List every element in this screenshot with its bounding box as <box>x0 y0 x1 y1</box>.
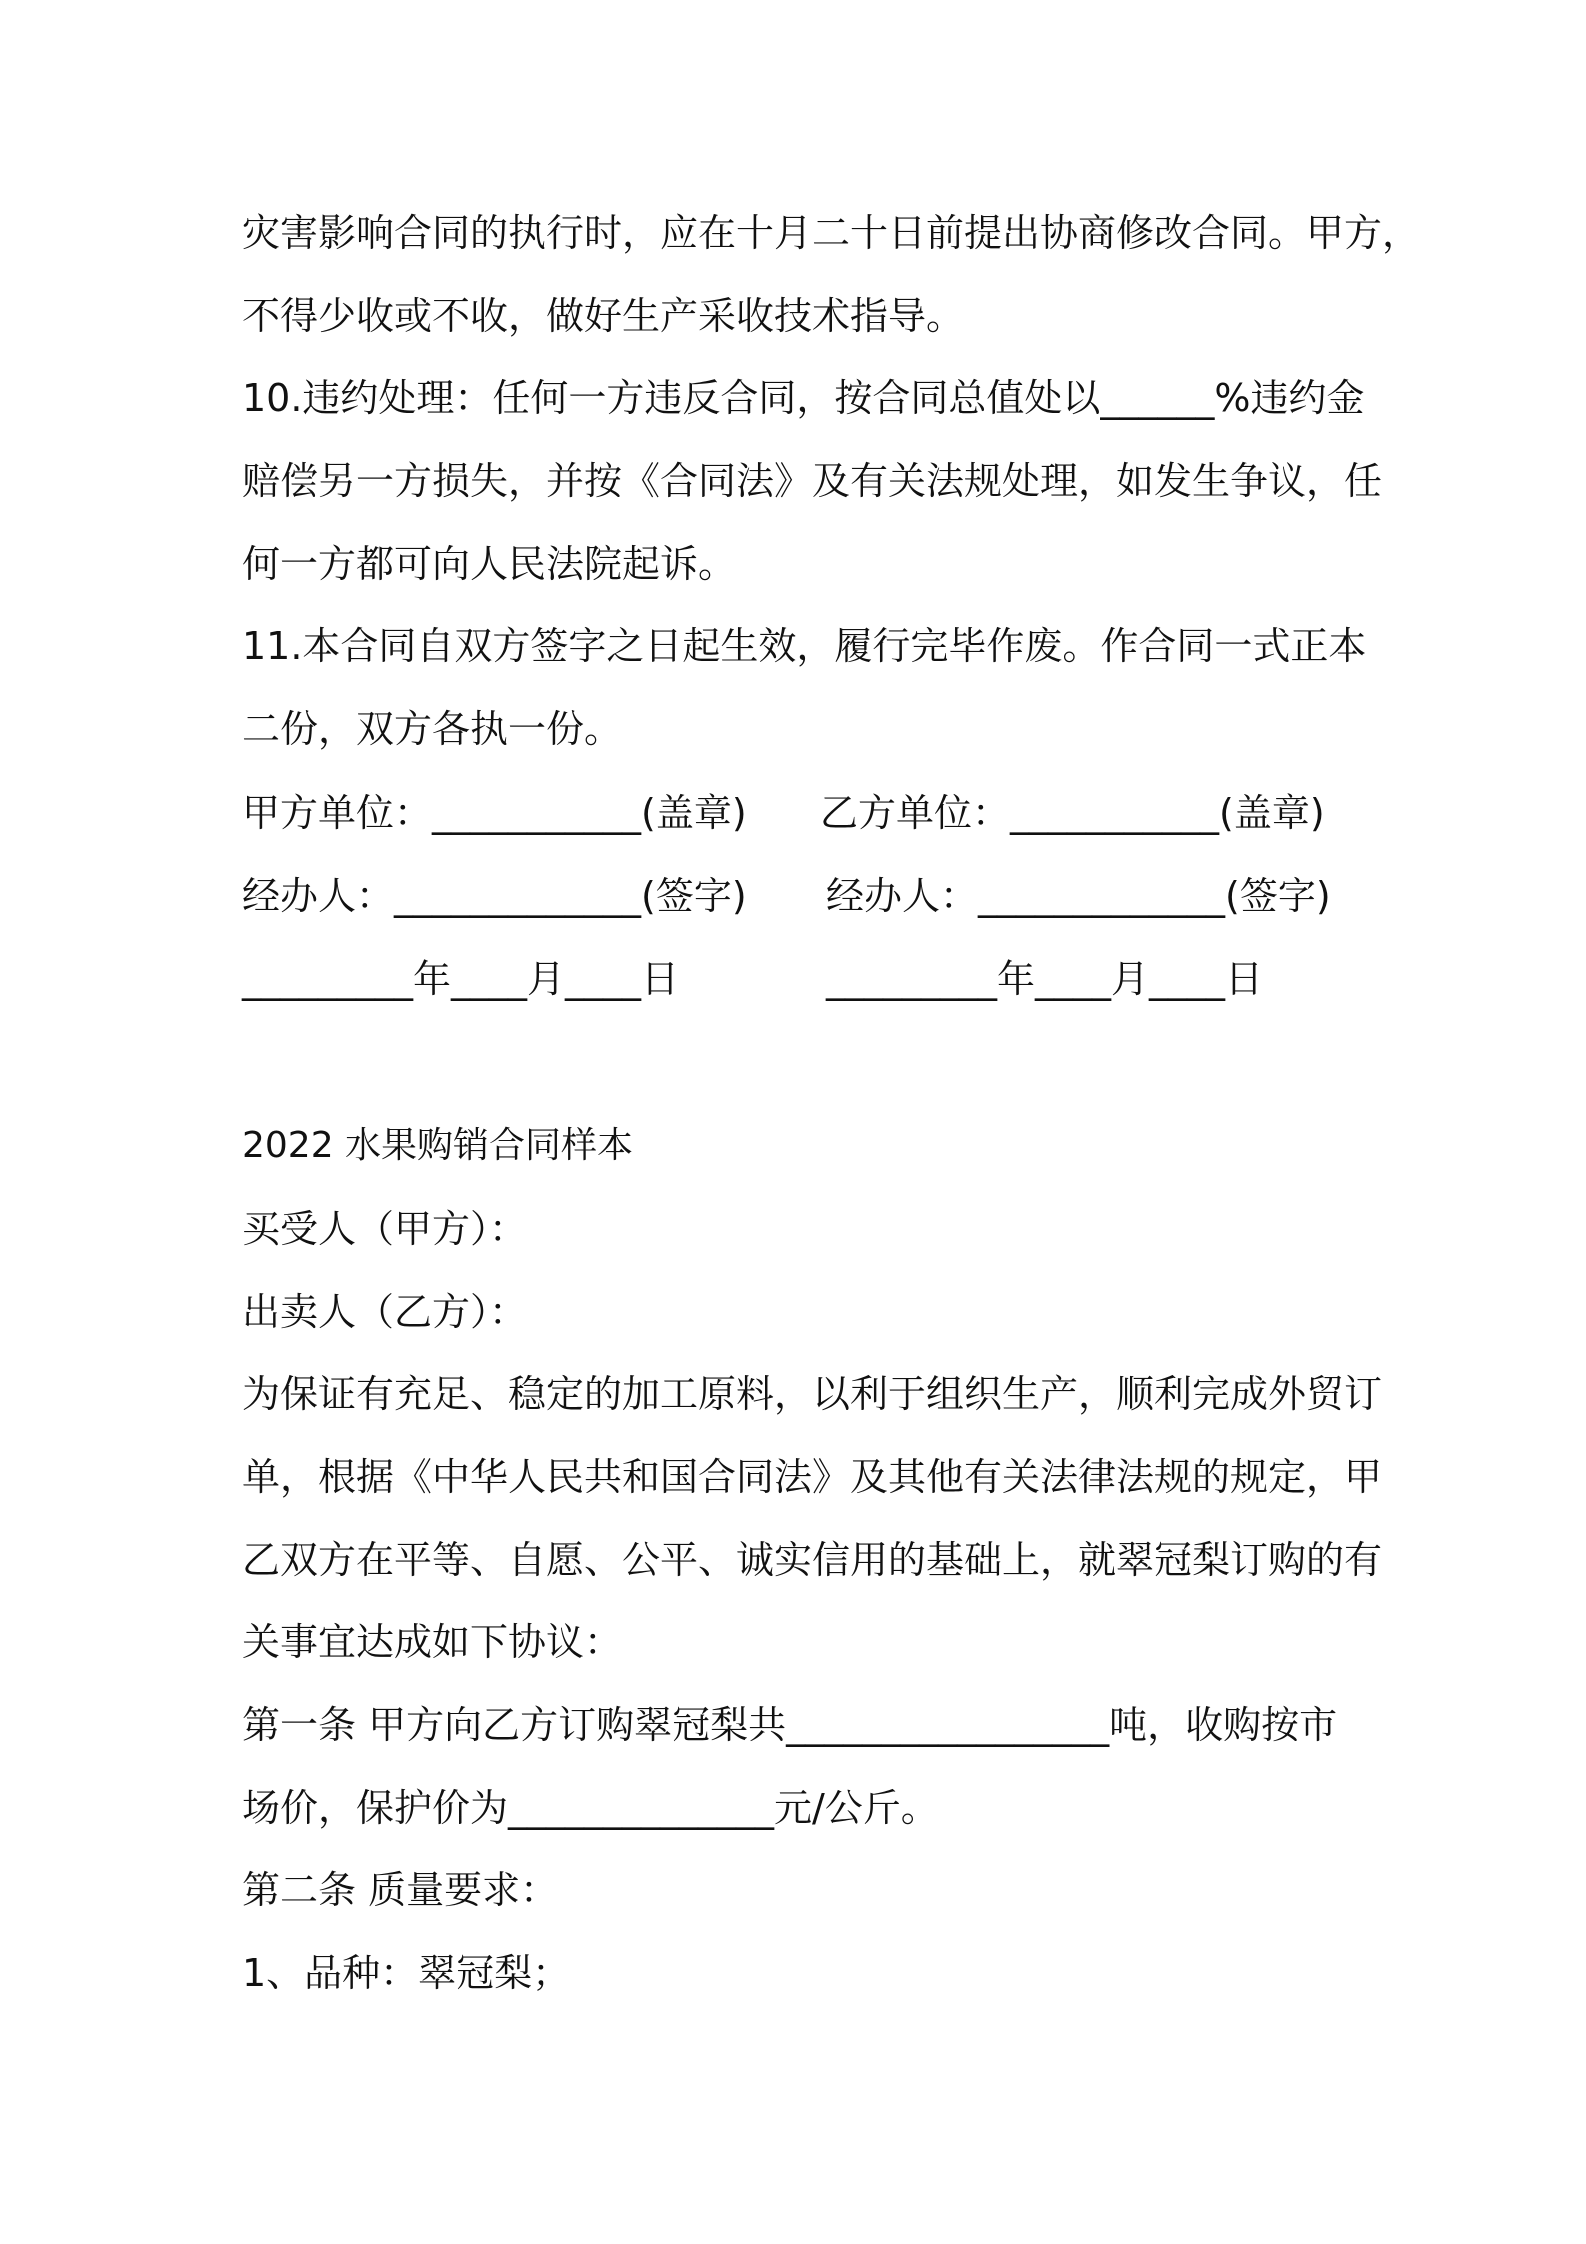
preamble-line: 关事宜达成如下协议： <box>242 1620 623 1664</box>
party-b-unit: 乙方单位：___________(盖章) <box>820 791 1325 835</box>
paragraph-line: 二份，双方各执一份。 <box>242 707 623 751</box>
clause-11-line: 11.本合同自双方签字之日起生效，履行完毕作废。作合同一式正本 <box>242 624 1367 668</box>
party-b-agent: 经办人：_____________(签字) <box>826 874 1331 918</box>
party-b-date: _________年____月____日 <box>826 957 1264 1001</box>
contract-title: 2022 水果购销合同样本 <box>242 1125 634 1166</box>
party-a-agent: 经办人：_____________(签字) <box>242 874 747 918</box>
preamble-line: 为保证有充足、稳定的加工原料，以利于组织生产，顺利完成外贸订 <box>242 1372 1383 1416</box>
party-a-date: _________年____月____日 <box>242 957 680 1001</box>
paragraph-line: 赔偿另一方损失，并按《合同法》及有关法规处理，如发生争议，任 <box>242 459 1383 503</box>
seller-line: 出卖人（乙方）： <box>242 1290 528 1334</box>
article-2-heading: 第二条 质量要求： <box>242 1868 559 1912</box>
paragraph-line: 灾害影响合同的执行时，应在十月二十日前提出协商修改合同。甲方， <box>242 211 1421 255</box>
buyer-line: 买受人（甲方）： <box>242 1207 528 1251</box>
party-a-unit: 甲方单位：___________(盖章) <box>242 791 747 835</box>
clause-10-line: 10.违约处理：任何一方违反合同，按合同总值处以______%违约金 <box>242 376 1365 420</box>
preamble-line: 乙双方在平等、自愿、公平、诚实信用的基础上，就翠冠梨订购的有 <box>242 1538 1383 1582</box>
preamble-line: 单，根据《中华人民共和国合同法》及其他有关法律法规的规定，甲 <box>242 1455 1383 1499</box>
item-1-line: 1、品种：翠冠梨； <box>242 1951 571 1995</box>
paragraph-line: 何一方都可向人民法院起诉。 <box>242 542 737 586</box>
paragraph-line: 不得少收或不收，做好生产采收技术指导。 <box>242 294 965 338</box>
article-1-line: 场价，保护价为______________元/公斤。 <box>242 1786 939 1830</box>
article-1-line: 第一条 甲方向乙方订购翠冠梨共_________________吨，收购按市 <box>242 1703 1338 1747</box>
